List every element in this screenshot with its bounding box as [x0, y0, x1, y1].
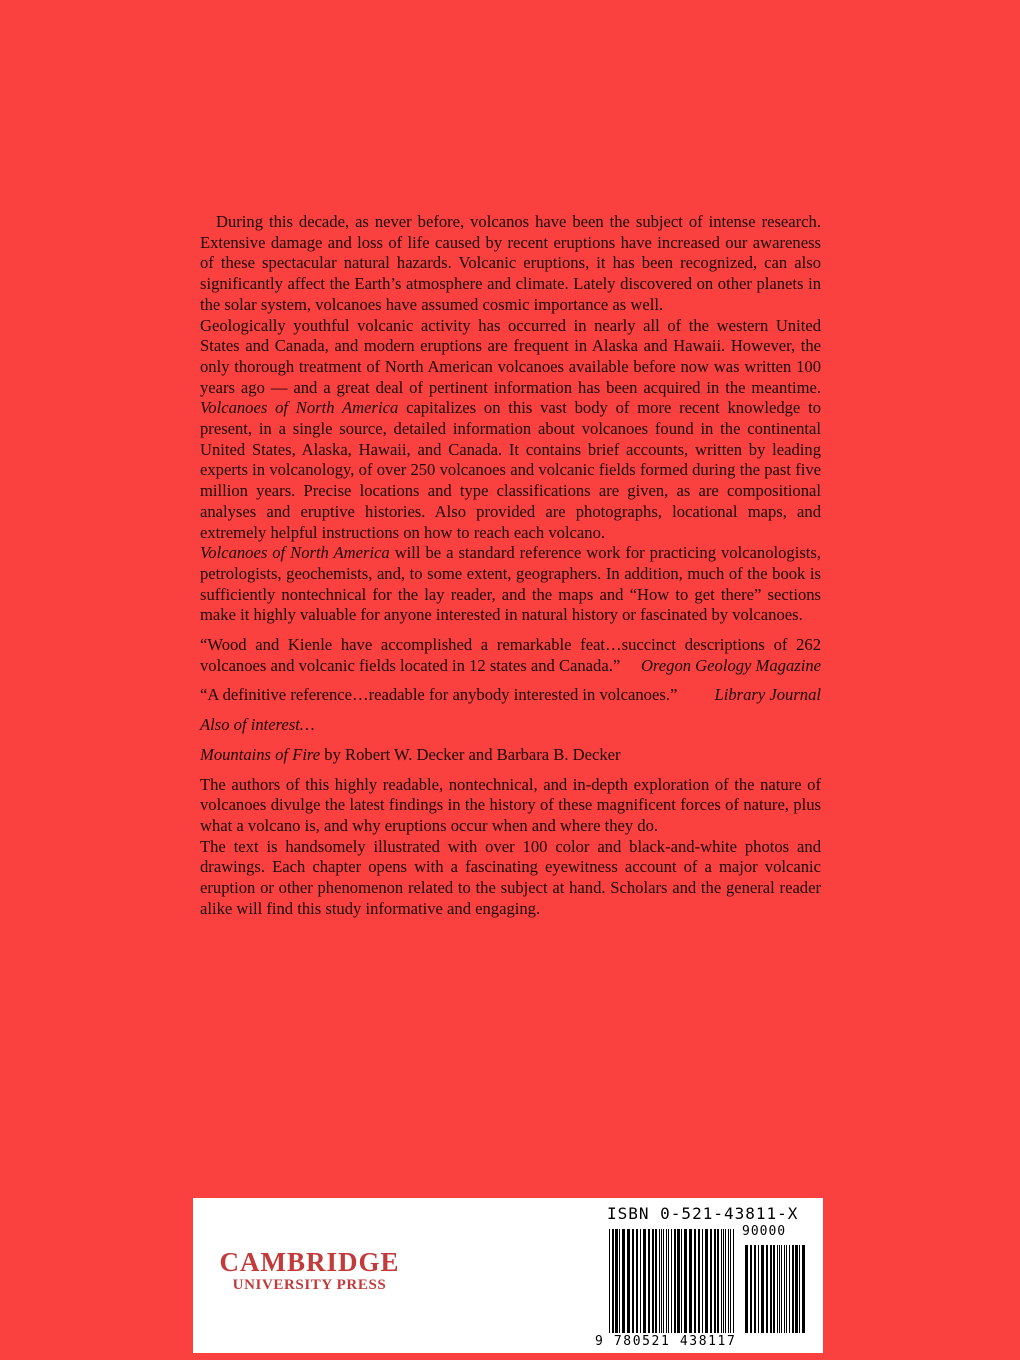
quote-source: Oregon Geology Magazine — [640, 655, 821, 675]
book-title: Volcanoes of North America — [200, 543, 390, 563]
barcode-bar — [689, 1229, 692, 1333]
barcode-bar — [666, 1229, 667, 1333]
ean-number: 9 780521 438117 — [595, 1334, 737, 1349]
barcode-bar — [766, 1245, 768, 1333]
also-paragraph-2: The text is handsomely illustrated with over 100 color and black-and-white photos and drawings. Each chapter opens with a fascinating eyewitness account of a major volcanic eruption or other phenomenon related to the subject at hand. Scholars and the general reader alike will find this study informative and engaging. — [200, 836, 821, 918]
barcode-bar — [750, 1245, 752, 1333]
barcode-bar — [723, 1229, 724, 1333]
barcode-bar — [612, 1229, 614, 1333]
barcode-bar — [761, 1245, 764, 1333]
also-paragraph-1: The authors of this highly readable, nontechnical, and in-depth exploration of the nature of volcanoes divulge the latest findings in the history of these magnificent forces of nature, plus what a volcano is, and why eruptions occur when and where they do. — [200, 774, 821, 835]
barcode-bar — [717, 1229, 719, 1333]
barcode-bar — [668, 1229, 669, 1333]
barcode-bar — [643, 1229, 646, 1333]
review-quote-1-end: volcanoes and volcanic fields located in 12 states and Canada.” Oregon Geology Magazine — [200, 655, 821, 675]
barcode-bar — [777, 1245, 778, 1333]
barcode-bar — [659, 1229, 660, 1333]
publisher-logo — [207, 1248, 412, 1294]
barcode-bar — [730, 1229, 731, 1333]
barcode-bar — [710, 1229, 712, 1333]
barcode-bar — [784, 1245, 785, 1333]
intro-paragraph-2: Geologically youthful volcanic activity has occurred in nearly all of the western United States and Canada, and modern eruptions are frequent in Alaska and Hawaii. However, the only thorough treatment of North American volcanoes available before now was written 100 years ago — and a great deal of pertinent information has been acquired in the meantime. Volcanoes of North America capitalizes on this vast body of more recent knowledge to present, in a single source, detailed information about volcanoes found in the continental United States, Alaska, Hawaii, and Canada. It contains brief accounts, written by leading experts in volcanology, of over 250 volcanoes and volcanic fields formed during the past five million years. Precise locations and type classifications are given, as are compositional analyses and eruptive histories. Also provided are photographs, locational maps, and extremely helpful instructions on how to reach each volcano. — [200, 315, 822, 542]
barcode-bar — [615, 1229, 618, 1333]
barcode-bar — [684, 1229, 687, 1333]
barcode-bar — [754, 1245, 756, 1333]
also-heading: Also of interest… — [200, 715, 315, 735]
barcode-bar — [619, 1229, 620, 1333]
barcode-bar — [799, 1245, 800, 1333]
intro-paragraph-1: During this decade, as never before, volcanos have been the subject of intense research. Extensive damage and loss of life caused by recent eruptions have increased our awareness of these spectacular natural hazards. Volcanic eruptions, it has been recognized, can also significantly affect the Earth’s atmosphere and climate. Lately discovered on other planets in the solar system, volcanoes have assumed cosmic importance as well. — [200, 212, 821, 314]
book-title: Volcanoes of North America — [200, 398, 399, 418]
barcode-bar — [789, 1245, 790, 1333]
barcode-bar — [698, 1229, 700, 1333]
barcode-bar — [802, 1245, 805, 1333]
isbn-barcode — [605, 1225, 810, 1337]
barcode-bar — [661, 1229, 662, 1333]
barcode-bar — [627, 1229, 630, 1333]
barcode-bar — [694, 1229, 696, 1333]
barcode-bar — [728, 1229, 729, 1333]
barcode-bar — [702, 1229, 703, 1333]
barcode-bar — [721, 1229, 722, 1333]
barcode-bar — [609, 1229, 610, 1333]
also-book-title: Mountains of Fire — [200, 744, 321, 764]
publisher-footer — [193, 1198, 823, 1353]
barcode-bar — [671, 1229, 672, 1333]
also-book-line: Mountains of Fire by Robert W. Decker and Barbara B. Decker — [200, 744, 621, 764]
barcode-bar — [705, 1229, 708, 1333]
publisher-subtitle: UNIVERSITY PRESS — [232, 1277, 387, 1293]
barcode-bar — [786, 1245, 787, 1333]
barcode-bar — [725, 1229, 726, 1333]
barcode-bar — [779, 1245, 780, 1333]
barcode-bar — [773, 1245, 775, 1333]
intro-paragraph-3: Volcanoes of North America will be a standard reference work for practicing volcanologists, petrologists, geochemists, and, to some extent, geographers. In addition, much of the book is sufficiently nontechnical for the lay reader, and the maps and “How to get there” sections make it highly valuable for anyone interested in natural history or fascinated by volcanoes. — [200, 543, 821, 625]
barcode-bar — [636, 1229, 638, 1333]
isbn-number: ISBN 0-521-43811-X — [607, 1204, 799, 1223]
back-cover-blurb — [200, 212, 821, 920]
review-quote-2: “A definitive reference…readable for anybody interested in volcanoes.” Library Journal — [200, 685, 821, 705]
barcode-bar — [745, 1245, 748, 1333]
barcode-bar — [652, 1229, 654, 1333]
barcode-bar — [758, 1245, 759, 1333]
barcode-bar — [795, 1245, 798, 1333]
barcode-bar — [781, 1245, 782, 1333]
barcode-bar — [640, 1229, 641, 1333]
barcode-bar — [632, 1229, 634, 1333]
barcode-bar — [674, 1229, 676, 1333]
barcode-bar — [622, 1229, 625, 1333]
quote-source: Library Journal — [714, 685, 821, 705]
barcode-bar — [681, 1229, 682, 1333]
barcode-bar — [677, 1229, 680, 1333]
publisher-name: CAMBRIDGE — [219, 1247, 400, 1277]
barcode-bar — [733, 1229, 734, 1333]
barcode-bar — [792, 1245, 794, 1333]
barcode-bar — [648, 1229, 650, 1333]
price-code: 90000 — [742, 1224, 787, 1239]
barcode-bar — [714, 1229, 716, 1333]
barcode-bar — [770, 1245, 772, 1333]
barcode-bar — [663, 1229, 664, 1333]
barcode-bar — [655, 1229, 657, 1333]
review-quote-1: “Wood and Kienle have accomplished a remarkable feat…succinct descriptions of 262 — [200, 635, 821, 655]
